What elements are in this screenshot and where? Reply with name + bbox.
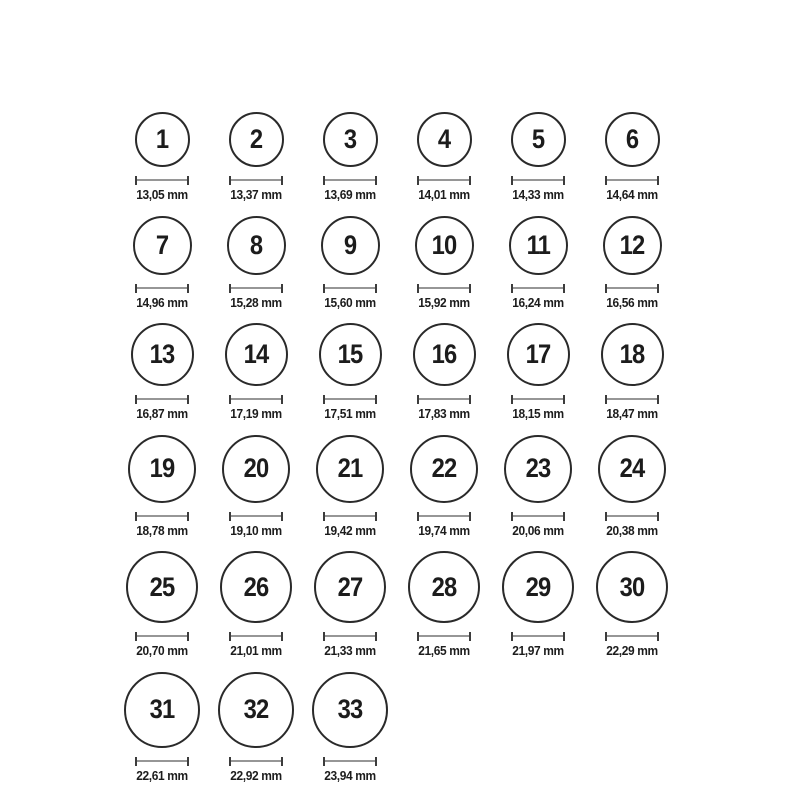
measure-bar (513, 635, 563, 637)
diameter-label: 14,64 mm (606, 187, 658, 202)
ring-size-row (115, 435, 685, 539)
ring-size-row (115, 323, 685, 422)
diameter-measure-line (323, 512, 377, 521)
ring-size-cell (209, 672, 303, 784)
ring-size-cell (397, 216, 491, 311)
diameter-label: 20,38 mm (606, 522, 658, 538)
diameter-measure-line (417, 176, 471, 185)
diameter-measure-line (229, 395, 283, 404)
ring-circle (509, 216, 568, 275)
ring-size-number: 22 (431, 453, 457, 484)
ring-circle (415, 216, 474, 275)
ring-size-number: 1 (155, 124, 169, 154)
measure-bar (231, 760, 281, 762)
diameter-label: 16,87 mm (136, 406, 188, 422)
diameter-measure-line (323, 632, 377, 641)
diameter-label: 22,61 mm (136, 767, 188, 783)
diameter-label: 20,06 mm (512, 522, 564, 538)
ring-size-cell (397, 112, 491, 203)
measure-bar (231, 515, 281, 517)
ring-size-number: 13 (149, 339, 175, 370)
ring-size-number: 12 (619, 229, 645, 260)
diameter-measure-line (417, 632, 471, 641)
measure-bar (419, 179, 469, 181)
ring-circle (133, 216, 192, 275)
ring-size-number: 2 (249, 124, 263, 154)
measure-bar (513, 515, 563, 517)
ring-size-number: 15 (337, 339, 363, 370)
ring-circle (605, 112, 660, 167)
ring-circle (128, 435, 196, 503)
ring-circle (603, 216, 662, 275)
ring-circle (601, 323, 664, 386)
diameter-measure-line (323, 757, 377, 766)
ring-size-cell (397, 435, 491, 539)
diameter-label: 17,19 mm (230, 406, 282, 422)
diameter-label: 21,65 mm (418, 643, 470, 659)
ring-size-cell (303, 672, 397, 784)
measure-bar (419, 287, 469, 289)
diameter-label: 23,94 mm (324, 767, 376, 783)
ring-circle (124, 672, 200, 748)
ring-size-number: 6 (625, 124, 639, 154)
ring-circle (225, 323, 288, 386)
diameter-measure-line (135, 395, 189, 404)
diameter-label: 15,60 mm (324, 294, 376, 310)
ring-size-number: 3 (343, 124, 357, 154)
ring-circle (218, 672, 294, 748)
ring-circle (507, 323, 570, 386)
ring-size-cell (585, 435, 679, 539)
ring-size-cell (115, 323, 209, 422)
diameter-measure-line (323, 176, 377, 185)
diameter-measure-line (135, 176, 189, 185)
diameter-measure-line (605, 284, 659, 293)
ring-size-cell (115, 112, 209, 203)
measure-bar (325, 287, 375, 289)
ring-size-number: 25 (149, 571, 175, 602)
ring-circle (312, 672, 388, 748)
diameter-label: 19,74 mm (418, 522, 470, 538)
ring-size-cell (491, 435, 585, 539)
ring-size-number: 23 (525, 453, 551, 484)
measure-bar (325, 179, 375, 181)
diameter-label: 21,01 mm (230, 643, 282, 659)
diameter-label: 15,92 mm (418, 294, 470, 310)
ring-size-number: 7 (155, 229, 169, 260)
measure-bar (231, 287, 281, 289)
measure-bar (513, 179, 563, 181)
measure-bar (513, 287, 563, 289)
ring-size-cell (397, 323, 491, 422)
diameter-measure-line (511, 176, 565, 185)
ring-circle (502, 551, 574, 623)
measure-bar (231, 635, 281, 637)
ring-size-cell (303, 551, 397, 659)
diameter-label: 14,33 mm (512, 187, 564, 202)
ring-size-number: 10 (431, 229, 457, 260)
diameter-measure-line (135, 284, 189, 293)
diameter-measure-line (605, 176, 659, 185)
ring-size-number: 16 (431, 339, 457, 370)
diameter-label: 17,83 mm (418, 406, 470, 422)
ring-size-number: 9 (343, 229, 357, 260)
diameter-label: 17,51 mm (324, 406, 376, 422)
measure-bar (231, 398, 281, 400)
diameter-measure-line (511, 512, 565, 521)
ring-size-cell (209, 323, 303, 422)
diameter-label: 21,97 mm (512, 643, 564, 659)
ring-circle (319, 323, 382, 386)
diameter-measure-line (323, 284, 377, 293)
ring-size-cell (115, 435, 209, 539)
diameter-label: 19,42 mm (324, 522, 376, 538)
diameter-measure-line (229, 284, 283, 293)
ring-size-cell (585, 323, 679, 422)
ring-circle (126, 551, 198, 623)
diameter-label: 20,70 mm (136, 643, 188, 659)
diameter-measure-line (229, 632, 283, 641)
ring-size-number: 31 (149, 694, 175, 725)
ring-size-number: 28 (431, 571, 457, 602)
measure-bar (419, 515, 469, 517)
ring-circle (596, 551, 668, 623)
ring-size-row (115, 216, 685, 311)
diameter-label: 13,05 mm (136, 187, 188, 202)
diameter-measure-line (605, 632, 659, 641)
diameter-measure-line (229, 512, 283, 521)
measure-bar (325, 515, 375, 517)
ring-circle (314, 551, 386, 623)
diameter-measure-line (323, 395, 377, 404)
ring-size-number: 8 (249, 229, 263, 260)
ring-size-grid (115, 112, 685, 797)
diameter-label: 18,15 mm (512, 406, 564, 422)
measure-bar (325, 760, 375, 762)
ring-circle (222, 435, 290, 503)
diameter-measure-line (135, 757, 189, 766)
measure-bar (137, 179, 187, 181)
ring-circle (408, 551, 480, 623)
ring-size-number: 30 (619, 571, 645, 602)
ring-size-cell (115, 551, 209, 659)
measure-bar (607, 179, 657, 181)
measure-bar (137, 515, 187, 517)
diameter-label: 16,56 mm (606, 294, 658, 310)
ring-size-number: 14 (243, 339, 269, 370)
diameter-measure-line (229, 757, 283, 766)
ring-size-number: 4 (437, 124, 451, 154)
diameter-measure-line (605, 395, 659, 404)
diameter-label: 13,37 mm (230, 187, 282, 202)
measure-bar (137, 398, 187, 400)
measure-bar (607, 635, 657, 637)
ring-circle (410, 435, 478, 503)
ring-size-cell (115, 672, 209, 784)
ring-size-cell (303, 323, 397, 422)
ring-size-number: 24 (619, 453, 645, 484)
ring-size-row (115, 551, 685, 659)
diameter-label: 18,78 mm (136, 522, 188, 538)
ring-circle (413, 323, 476, 386)
ring-size-cell (397, 551, 491, 659)
diameter-label: 16,24 mm (512, 294, 564, 310)
diameter-label: 13,69 mm (324, 187, 376, 202)
ring-circle (229, 112, 284, 167)
ring-size-cell (585, 551, 679, 659)
diameter-measure-line (229, 176, 283, 185)
diameter-label: 19,10 mm (230, 522, 282, 538)
ring-circle (321, 216, 380, 275)
diameter-label: 14,01 mm (418, 187, 470, 202)
ring-size-number: 5 (531, 124, 545, 154)
diameter-label: 14,96 mm (136, 294, 188, 310)
ring-circle (227, 216, 286, 275)
ring-size-number: 19 (149, 453, 175, 484)
diameter-measure-line (135, 632, 189, 641)
measure-bar (513, 398, 563, 400)
diameter-measure-line (135, 512, 189, 521)
ring-circle (131, 323, 194, 386)
diameter-measure-line (511, 632, 565, 641)
measure-bar (231, 179, 281, 181)
diameter-label: 18,47 mm (606, 406, 658, 422)
ring-size-number: 21 (337, 453, 363, 484)
diameter-label: 22,92 mm (230, 767, 282, 783)
ring-size-cell (585, 216, 679, 311)
ring-size-cell (209, 216, 303, 311)
ring-size-cell (491, 112, 585, 203)
ring-circle (598, 435, 666, 503)
ring-size-cell (209, 435, 303, 539)
measure-bar (325, 635, 375, 637)
measure-bar (137, 760, 187, 762)
measure-bar (607, 398, 657, 400)
diameter-measure-line (417, 284, 471, 293)
diameter-label: 15,28 mm (230, 294, 282, 310)
ring-size-cell (303, 216, 397, 311)
ring-circle (417, 112, 472, 167)
diameter-label: 21,33 mm (324, 643, 376, 659)
measure-bar (607, 515, 657, 517)
diameter-measure-line (511, 284, 565, 293)
ring-circle (220, 551, 292, 623)
measure-bar (137, 287, 187, 289)
ring-size-number: 17 (525, 339, 551, 370)
ring-circle (504, 435, 572, 503)
ring-circle (511, 112, 566, 167)
diameter-measure-line (417, 395, 471, 404)
ring-circle (135, 112, 190, 167)
measure-bar (137, 635, 187, 637)
ring-size-cell (209, 112, 303, 203)
diameter-measure-line (605, 512, 659, 521)
ring-size-cell (491, 551, 585, 659)
measure-bar (607, 287, 657, 289)
ring-size-number: 33 (337, 694, 363, 725)
ring-size-row (115, 672, 685, 784)
ring-size-cell (491, 216, 585, 311)
measure-bar (325, 398, 375, 400)
ring-size-cell (303, 435, 397, 539)
ring-size-number: 29 (525, 571, 551, 602)
diameter-label: 22,29 mm (606, 643, 658, 659)
ring-size-cell (209, 551, 303, 659)
ring-size-number: 18 (619, 339, 645, 370)
ring-size-cell (115, 216, 209, 311)
ring-size-number: 20 (243, 453, 269, 484)
diameter-measure-line (417, 512, 471, 521)
ring-size-number: 11 (526, 229, 550, 260)
measure-bar (419, 398, 469, 400)
ring-size-cell (491, 323, 585, 422)
ring-size-number: 26 (243, 571, 269, 602)
ring-circle (323, 112, 378, 167)
ring-circle (316, 435, 384, 503)
ring-size-number: 32 (243, 694, 269, 725)
ring-size-cell (585, 112, 679, 203)
diameter-measure-line (511, 395, 565, 404)
measure-bar (419, 635, 469, 637)
ring-size-row (115, 112, 685, 203)
ring-size-number: 27 (337, 571, 363, 602)
ring-size-cell (303, 112, 397, 203)
